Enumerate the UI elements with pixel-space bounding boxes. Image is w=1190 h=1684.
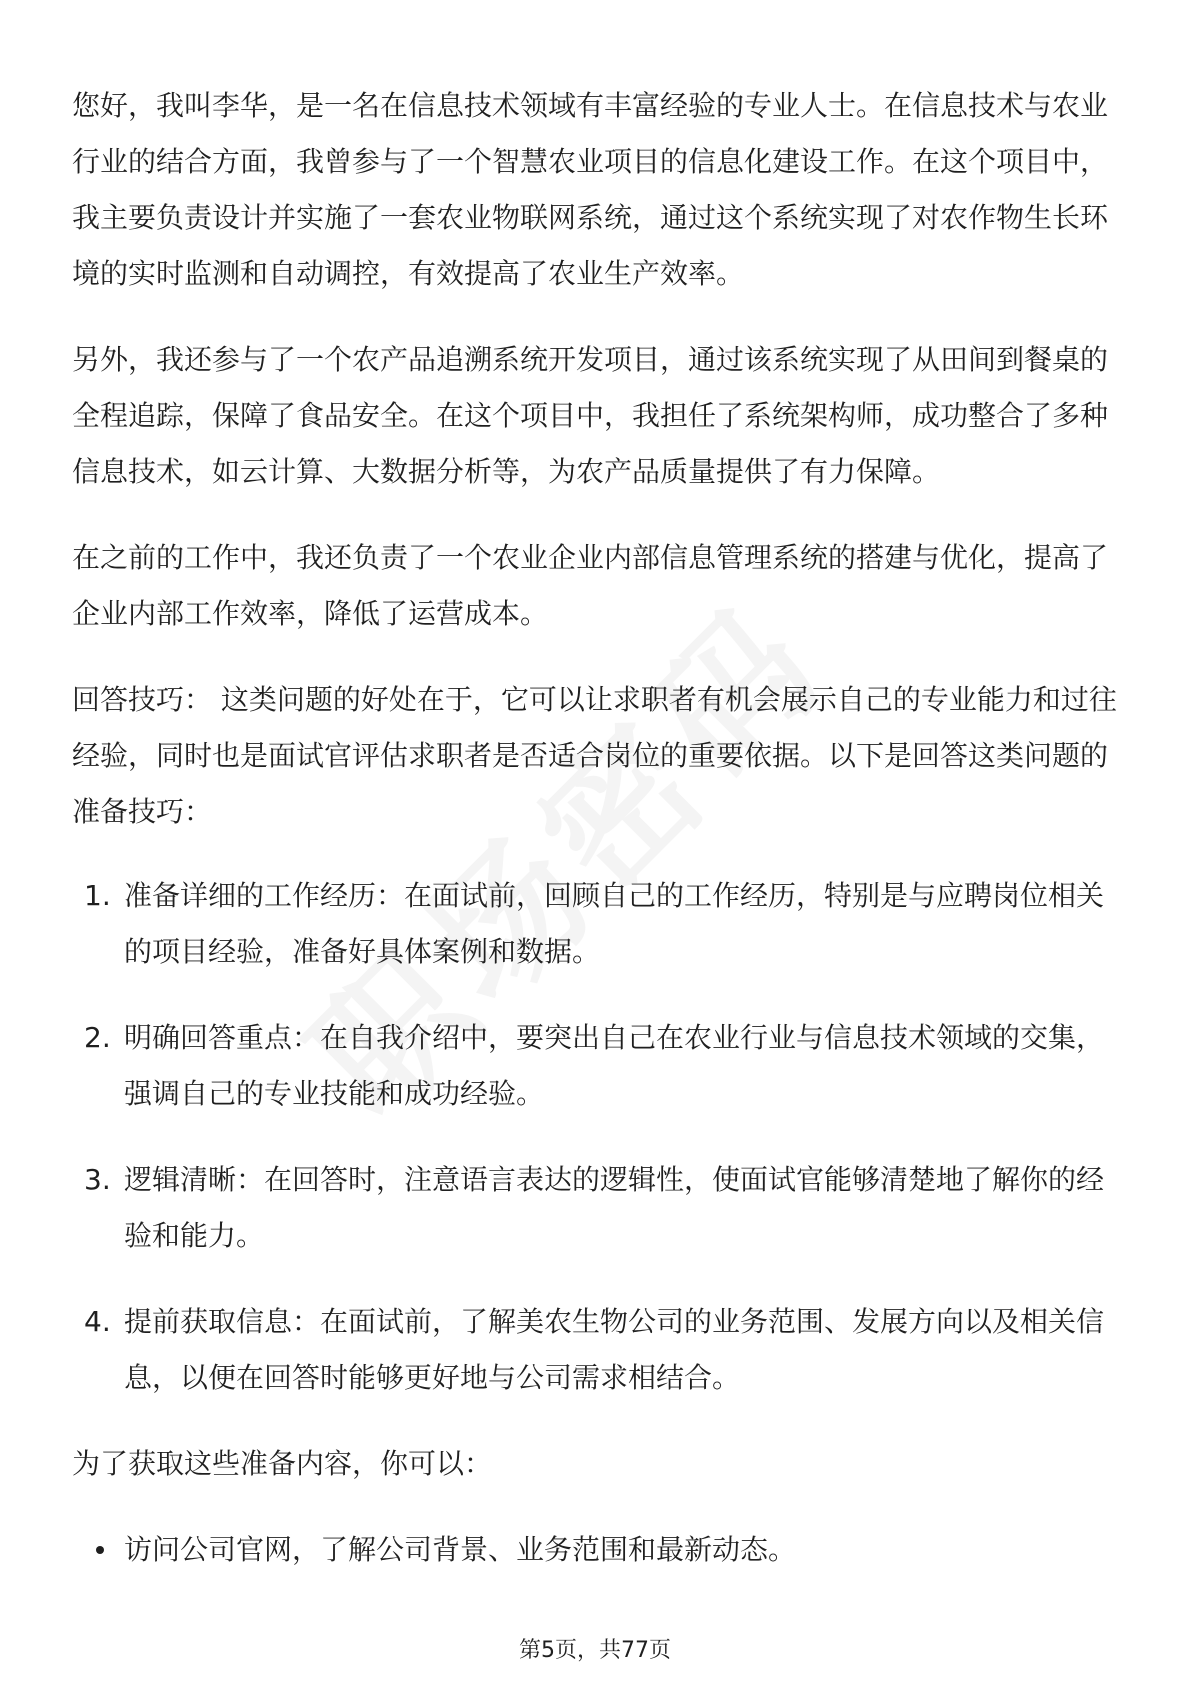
list-item-text: 明确回答重点：在自我介绍中，要突出自己在农业行业与信息技术领域的交集，强调自己的专业技能和成功经验。 — [124, 1021, 1105, 1110]
paragraph-traceability: 另外，我还参与了一个农产品追溯系统开发项目，通过该系统实现了从田间到餐桌的全程追踪，保障了食品安全。在这个项目中，我担任了系统架构师，成功整合了多种信息技术，如云计算、大数据分析等，为农产品质量提供了有力保障。 — [72, 343, 1109, 488]
page-number: 第5页，共77页 — [519, 1638, 671, 1663]
list-item — [72, 1010, 1122, 1122]
list-item-text: 逻辑清晰：在回答时，注意语言表达的逻辑性，使面试官能够清楚地了解你的经验和能力。 — [124, 1163, 1105, 1252]
list-item-number: 1. — [84, 879, 111, 912]
paragraph-prep-intro: 为了获取这些准备内容，你可以： — [72, 1447, 493, 1480]
list-item-number: 3. — [84, 1163, 111, 1196]
list-item — [72, 1522, 1122, 1578]
document-body — [72, 78, 1122, 1578]
list-item-text: 访问公司官网，了解公司背景、业务范围和最新动态。 — [124, 1533, 797, 1566]
paragraph-previous-work: 在之前的工作中，我还负责了一个农业企业内部信息管理系统的搭建与优化，提高了企业内部工作效率，降低了运营成本。 — [72, 541, 1109, 630]
list-item — [72, 1294, 1122, 1406]
tips-list — [72, 868, 1122, 1406]
list-item — [72, 868, 1122, 980]
list-item-number: 4. — [84, 1305, 111, 1338]
list-item — [72, 1152, 1122, 1264]
bullet-dot-icon — [96, 1546, 104, 1554]
paragraph-answer-tips: 回答技巧： 这类问题的好处在于，它可以让求职者有机会展示自己的专业能力和过往经验，同时也是面试官评估求职者是否适合岗位的重要依据。以下是回答这类问题的准备技巧： — [72, 683, 1117, 828]
list-item-text: 准备详细的工作经历：在面试前，回顾自己的工作经历，特别是与应聘岗位相关的项目经验，准备好具体案例和数据。 — [124, 879, 1105, 968]
list-item-number: 2. — [84, 1021, 111, 1054]
bullet-list — [72, 1522, 1122, 1578]
paragraph-intro: 您好，我叫李华，是一名在信息技术领域有丰富经验的专业人士。在信息技术与农业行业的结合方面，我曾参与了一个智慧农业项目的信息化建设工作。在这个项目中，我主要负责设计并实施了一套农业物联网系统，通过这个系统实现了对农作物生长环境的实时监测和自动调控，有效提高了农业生产效率。 — [72, 89, 1109, 290]
list-item-text: 提前获取信息：在面试前，了解美农生物公司的业务范围、发展方向以及相关信息，以便在回答时能够更好地与公司需求相结合。 — [124, 1305, 1105, 1394]
